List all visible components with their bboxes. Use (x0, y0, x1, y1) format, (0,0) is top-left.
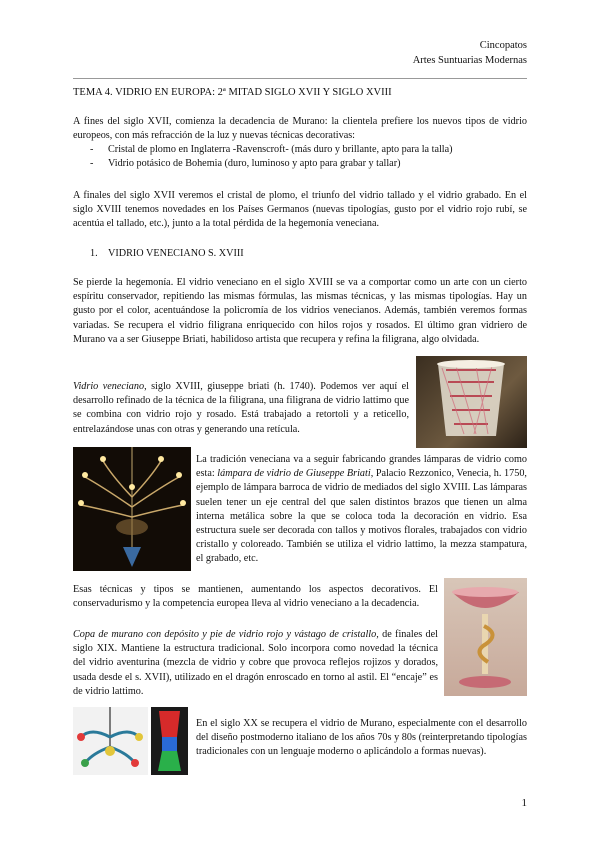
paragraph-5 (196, 453, 527, 567)
paragraph-5-emphasis: lámpara de vidrio de Giuseppe Briati (217, 468, 371, 480)
bullet-2-text: Vidrio potásico de Bohemia (duro, luminoso y apto para grabar y tallar) (108, 158, 401, 169)
page-number: 1 (521, 797, 527, 809)
filigree-cup-image (416, 356, 527, 448)
bullet-marker: - (90, 158, 94, 169)
page-header (413, 38, 527, 68)
page-title: TEMA 4. VIDRIO EN EUROPA: 2ª MITAD SIGLO XVII Y SIGLO XVIII (73, 87, 392, 98)
paragraph-4-text: , siglo XVIII, giuseppe briati (h. 1740). Podemos ver aquí el desarrollo refinado de la técnica de la filigrana, una filigrana de vidrio lattimo que se combina con vidrio rojo y rosado. Está trabajado a retortoli y a reticello, entrelazándose unas con otras y generando una retícula. (73, 381, 409, 435)
paragraph-3: Se pierde la hegemonía. El vidrio veneciano en el siglo XVIII se va a comportar como un arte con un cierto espíritu conservador, repitiendo las mismas fórmulas, las mismas técnicas, y las mismas tipologías. Hay un gusto por el color, acentuándose la policromía de los vidrios venecianos. Además, también veremos formas variadas. Se recupera el vidrio filigrana enriquecido con hilos rojos y rosados. El último gran vidriero de Murano va a ser Giuseppe Briati, habilidoso artista que recupera y refina la filigrana, algo olvidada. (73, 277, 527, 345)
bullet-marker: - (90, 144, 94, 155)
paragraph-7-emphasis: Copa de murano con depósito y pie de vidrio rojo y vástago de cristallo, (73, 629, 379, 640)
bullet-2 (90, 157, 93, 171)
header-rule (73, 78, 527, 79)
paragraph-7 (73, 628, 438, 699)
chandelier-image (73, 447, 191, 571)
paragraph-2: A finales del siglo XVII veremos el cristal de plomo, el triunfo del vidrio tallado y el vidrio grabado. En el siglo XVIII tenemos novedades en los Países Germanos (nuevas tipologías, gusto por el vidrio rojo rubí, se acentúa el tallado, etc.), junto a la total pérdida de la hegemonía veneciana. (73, 190, 527, 230)
paragraph-8: En el siglo XX se recupera el vidrio de Murano, especialmente con el desarrollo del diseño postmoderno italiano de los años 70s y 80s (reinterpretando tipologías tradicionales con un lenguaje moderno o aplicándolo a formas nuevas). (196, 718, 527, 758)
section-heading: VIDRIO VENECIANO S. XVIII (108, 248, 244, 259)
paragraph-4-emphasis: Vidrio veneciano (73, 381, 145, 392)
paragraph-5-text-b: , Palacio Rezzonico, Venecia, h. 1750, ejemplo de lámpara barroca de vidrio de mediados del siglo XVIII. Las lámparas suelen tener un eje central del que salen distintos brazos que tienen un alma interna metálica sobre la que se coloca toda la decoración en vidrio. Esa estructura suele ser decorada con tallos y motivos florales, trabajados con vidrio cristallo y coloreado. También se utiliza el vidrio lattimo, la mezza stampatura, el grabado, etc. (196, 468, 527, 565)
paragraph-5-text-a: La tradición veneciana va a seguir fabricando grandes lámparas de vidrio como esta: (196, 454, 527, 480)
modern-chandelier-image (73, 707, 148, 775)
bullet-1 (90, 143, 93, 157)
bullet-1-text: Cristal de plomo en Inglaterra -Ravenscroft- (más duro y brillante, apto para la talla) (108, 144, 453, 155)
section-number: 1. (90, 248, 98, 259)
paragraph-7-text: de finales del siglo XIX. Mantiene la estructura tradicional. Solo incorpora como novedad la técnica del vidrio aventurina (mezcla de vidrio y cobre que provoca reflejos rojizos y dorados, usada desde el s. XVII), utilizado en el dragón enroscado en torno al astil. El “encaje” es de vidrio lattimo. (73, 629, 438, 697)
intro-paragraph: A fines del siglo XVII, comienza la decadencia de Murano: la clientela prefiere los nuevos tipos de vidrio europeos, con más refracción de la luz y nuevas técnicas decorativas: (73, 116, 527, 142)
modern-vase-image (151, 707, 188, 775)
red-goblet-image (444, 578, 527, 696)
header-author: Cincopatos (479, 40, 527, 51)
paragraph-4 (73, 380, 409, 437)
header-subject: Artes Suntuarias Modernas (412, 55, 527, 66)
paragraph-6: Esas técnicas y tipos se mantienen, aumentando los aspectos decorativos. El conservadurismo y la competencia europea lleva al vidrio veneciano a la decadencia. (73, 584, 438, 610)
